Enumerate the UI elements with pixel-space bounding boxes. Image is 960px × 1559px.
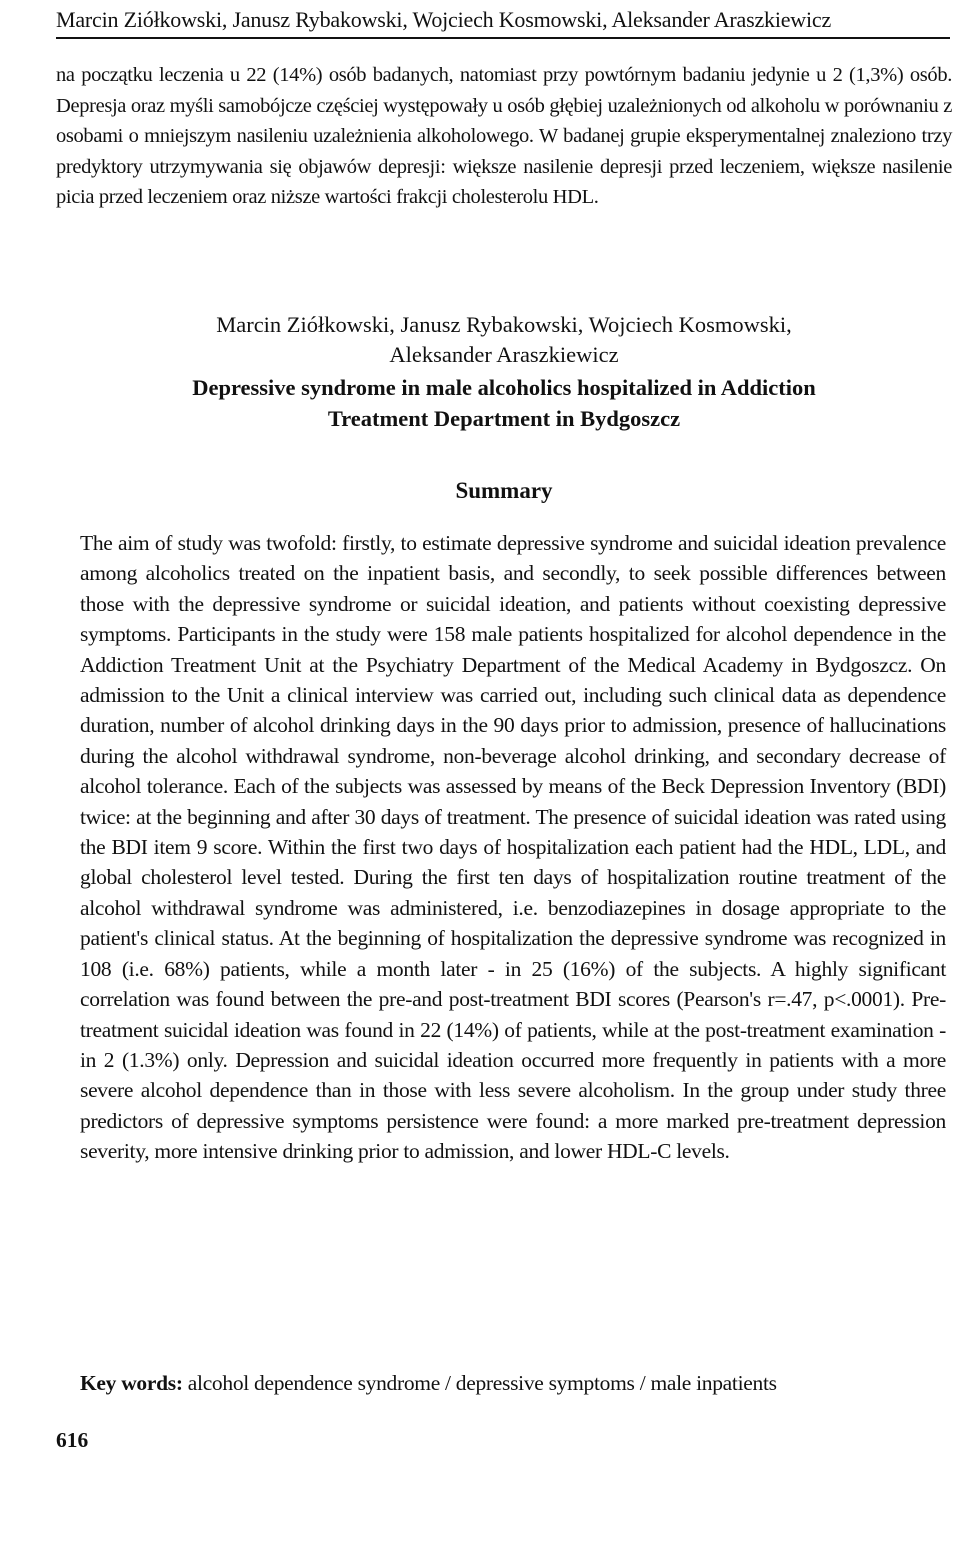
article-title (56, 372, 952, 434)
keywords-text: alcohol dependence syndrome / depressive symptoms / male inpatients (182, 1371, 777, 1395)
running-header: Marcin Ziółkowski, Janusz Rybakowski, Wojciech Kosmowski, Aleksander Araszkiewicz (56, 7, 832, 32)
keywords-line (80, 1368, 946, 1398)
title-line-1: Depressive syndrome in male alcoholics hospitalized in Addiction (192, 375, 816, 400)
authors-line-1: Marcin Ziółkowski, Janusz Rybakowski, Wojciech Kosmowski, (216, 312, 792, 337)
summary-paragraph: The aim of study was twofold: firstly, to estimate depressive syndrome and suicidal ideation prevalence among alcoholics treated on the inpatient basis, and secondly, to seek possible differences between those with the depressive syndrome or suicidal ideation, and patients without coexisting depressive symptoms. Participants in the study were 158 male patients hospitalized for alcohol dependence in the Addiction Treatment Unit at the Psychiatry Department of the Medical Academy in Bydgoszcz. On admission to the Unit a clinical interview was carried out, including such clinical data as dependence duration, number of alcohol drinking days in the 90 days prior to admission, presence of hallucinations during the alcohol withdrawal syndrome, non-beverage alcohol drinking, and secondary decrease of alcohol tolerance. Each of the subjects was assessed by means of the Beck Depression Inventory (BDI) twice: at the beginning and after 30 days of treatment. The presence of suicidal ideation was rated using the BDI item 9 score. Within the first two days of hospitalization each patient had the HDL, LDL, and global cholesterol level tested. During the first ten days of hospitalization routine treatment of the alcohol withdrawal syndrome was administered, i.e. benzodiazepines in dosage appropriate to the patient's clinical status. At the beginning of hospitalization the depressive syndrome was recognized in 108 (i.e. 68%) patients, while a month later - in 25 (16%) of the subjects. A highly significant correlation was found between the pre-and post-treatment BDI scores (Pearson's r=.47, p<.0001). Pre-treatment suicidal ideation was found in 22 (14%) of patients, while at the post-treatment examination - in 2 (1.3%) only. Depression and suicidal ideation occurred more frequently in patients with a more severe alcohol dependence than in those with less severe alcoholism. In the group under study three predictors of depressive symptoms persistence were found: a more marked pre-treatment depression severity, more intensive drinking prior to admission, and lower HDL-C levels. (80, 531, 946, 1164)
page-number: 616 (56, 1428, 89, 1452)
authors-line-2: Aleksander Araszkiewicz (389, 342, 619, 367)
header-rule (56, 37, 950, 39)
title-line-2: Treatment Department in Bydgoszcz (327, 406, 681, 431)
keywords-label: Key words: (80, 1371, 183, 1395)
summary-heading: Summary (455, 478, 553, 503)
polish-paragraph: na początku leczenia u 22 (14%) osób badanych, natomiast przy powtórnym badaniu jedynie u 2 (1,3%) osób. Depresja oraz myśli samobójcze częściej występowały u osób głębiej uzależnionych od alkoholu w porównaniu z osobami o mniejszym nasileniu uzależnienia alkoholowego. W badanej grupie eksperymentalnej znaleziono trzy predyktory utrzymywania się objawów depresji: większe nasilenie depresji przed leczeniem, większe nasilenie picia przed leczeniem oraz niższe wartości frakcji cholesterolu HDL. (56, 64, 952, 208)
article-authors (56, 310, 952, 370)
